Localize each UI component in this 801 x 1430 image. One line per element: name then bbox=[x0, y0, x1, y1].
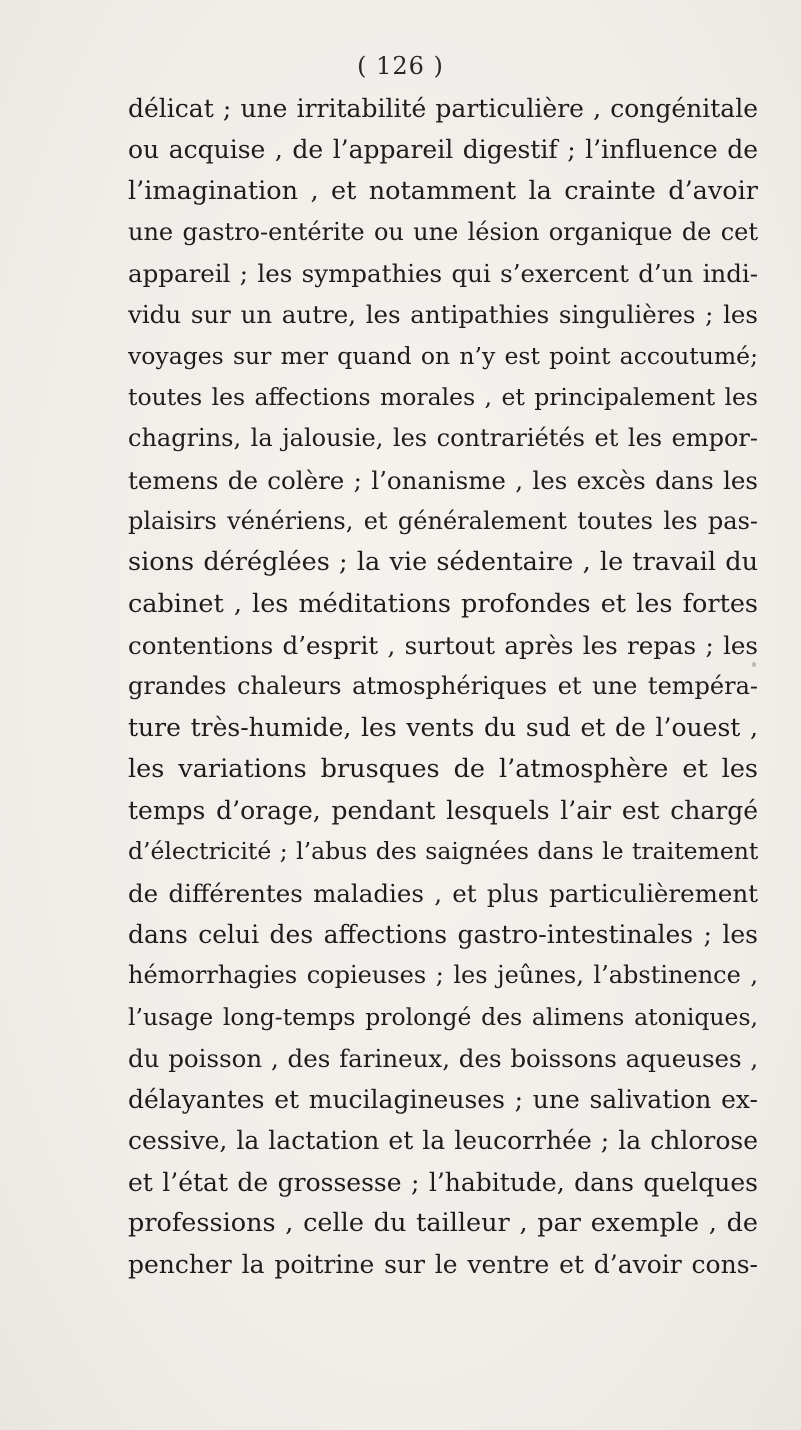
text-line: pencher la poitrine sur le ventre et d’avoir cons- bbox=[128, 1250, 758, 1280]
text-line: dans celui des affections gastro-intestinales ; les bbox=[128, 919, 758, 949]
text-line: cessive, la lactation et la leucorrhée ; la chlorose bbox=[128, 1126, 758, 1156]
page-number: ( 126 ) bbox=[357, 52, 444, 80]
text-line: temens de colère ; l’onanisme , les excès dans les bbox=[128, 465, 758, 495]
text-line: de différentes maladies , et plus particulièrement bbox=[128, 878, 758, 908]
text-line: et l’état de grossesse ; l’habitude, dans quelques bbox=[128, 1167, 758, 1197]
text-line: appareil ; les sympathies qui s’exercent d’un indi- bbox=[128, 259, 758, 289]
text-line: contentions d’esprit , surtout après les repas ; les bbox=[128, 630, 758, 660]
text-line: vidu sur un autre, les antipathies singulières ; les bbox=[128, 300, 758, 330]
body-text bbox=[128, 88, 758, 1286]
text-line: du poisson , des farineux, des boissons aqueuses , bbox=[128, 1043, 759, 1073]
text-line: professions , celle du tailleur , par exemple , de bbox=[128, 1208, 758, 1239]
text-line: plaisirs vénériens, et généralement toutes les pas- bbox=[128, 506, 758, 535]
text-line: une gastro-entérite ou une lésion organique de cet bbox=[128, 217, 758, 246]
text-line: les variations brusques de l’atmosphère et les bbox=[128, 753, 758, 784]
text-line: chagrins, la jalousie, les contrariétés et les empor- bbox=[128, 424, 758, 453]
text-line: sions déréglées ; la vie sédentaire , le travail du bbox=[128, 547, 758, 578]
text-line: toutes les affections morales , et principalement les bbox=[128, 383, 758, 412]
text-line: grandes chaleurs atmosphériques et une tempéra- bbox=[128, 672, 758, 701]
text-line: cabinet , les méditations profondes et les fortes bbox=[128, 588, 758, 619]
text-line: hémorrhagies copieuses ; les jeûnes, l’abstinence , bbox=[128, 961, 758, 990]
text-line: ture très-humide, les vents du sud et de l’ouest , bbox=[128, 713, 758, 743]
text-line: voyages sur mer quand on n’y est point accoutumé; bbox=[128, 341, 758, 370]
text-line: délicat ; une irritabilité particulière , congénitale bbox=[128, 94, 758, 123]
text-line: temps d’orage, pendant lesquels l’air est chargé bbox=[128, 796, 758, 826]
text-line: ou acquise , de l’appareil digestif ; l’influence de bbox=[128, 135, 758, 165]
text-line: l’usage long-temps prolongé des alimens atoniques, bbox=[128, 1002, 758, 1031]
text-line: d’électricité ; l’abus des saignées dans le traitement bbox=[128, 837, 759, 866]
text-line: l’imagination , et notamment la crainte d’avoir bbox=[128, 175, 758, 206]
paper-speck bbox=[752, 662, 756, 667]
text-line: délayantes et mucilagineuses ; une salivation ex- bbox=[128, 1085, 758, 1115]
